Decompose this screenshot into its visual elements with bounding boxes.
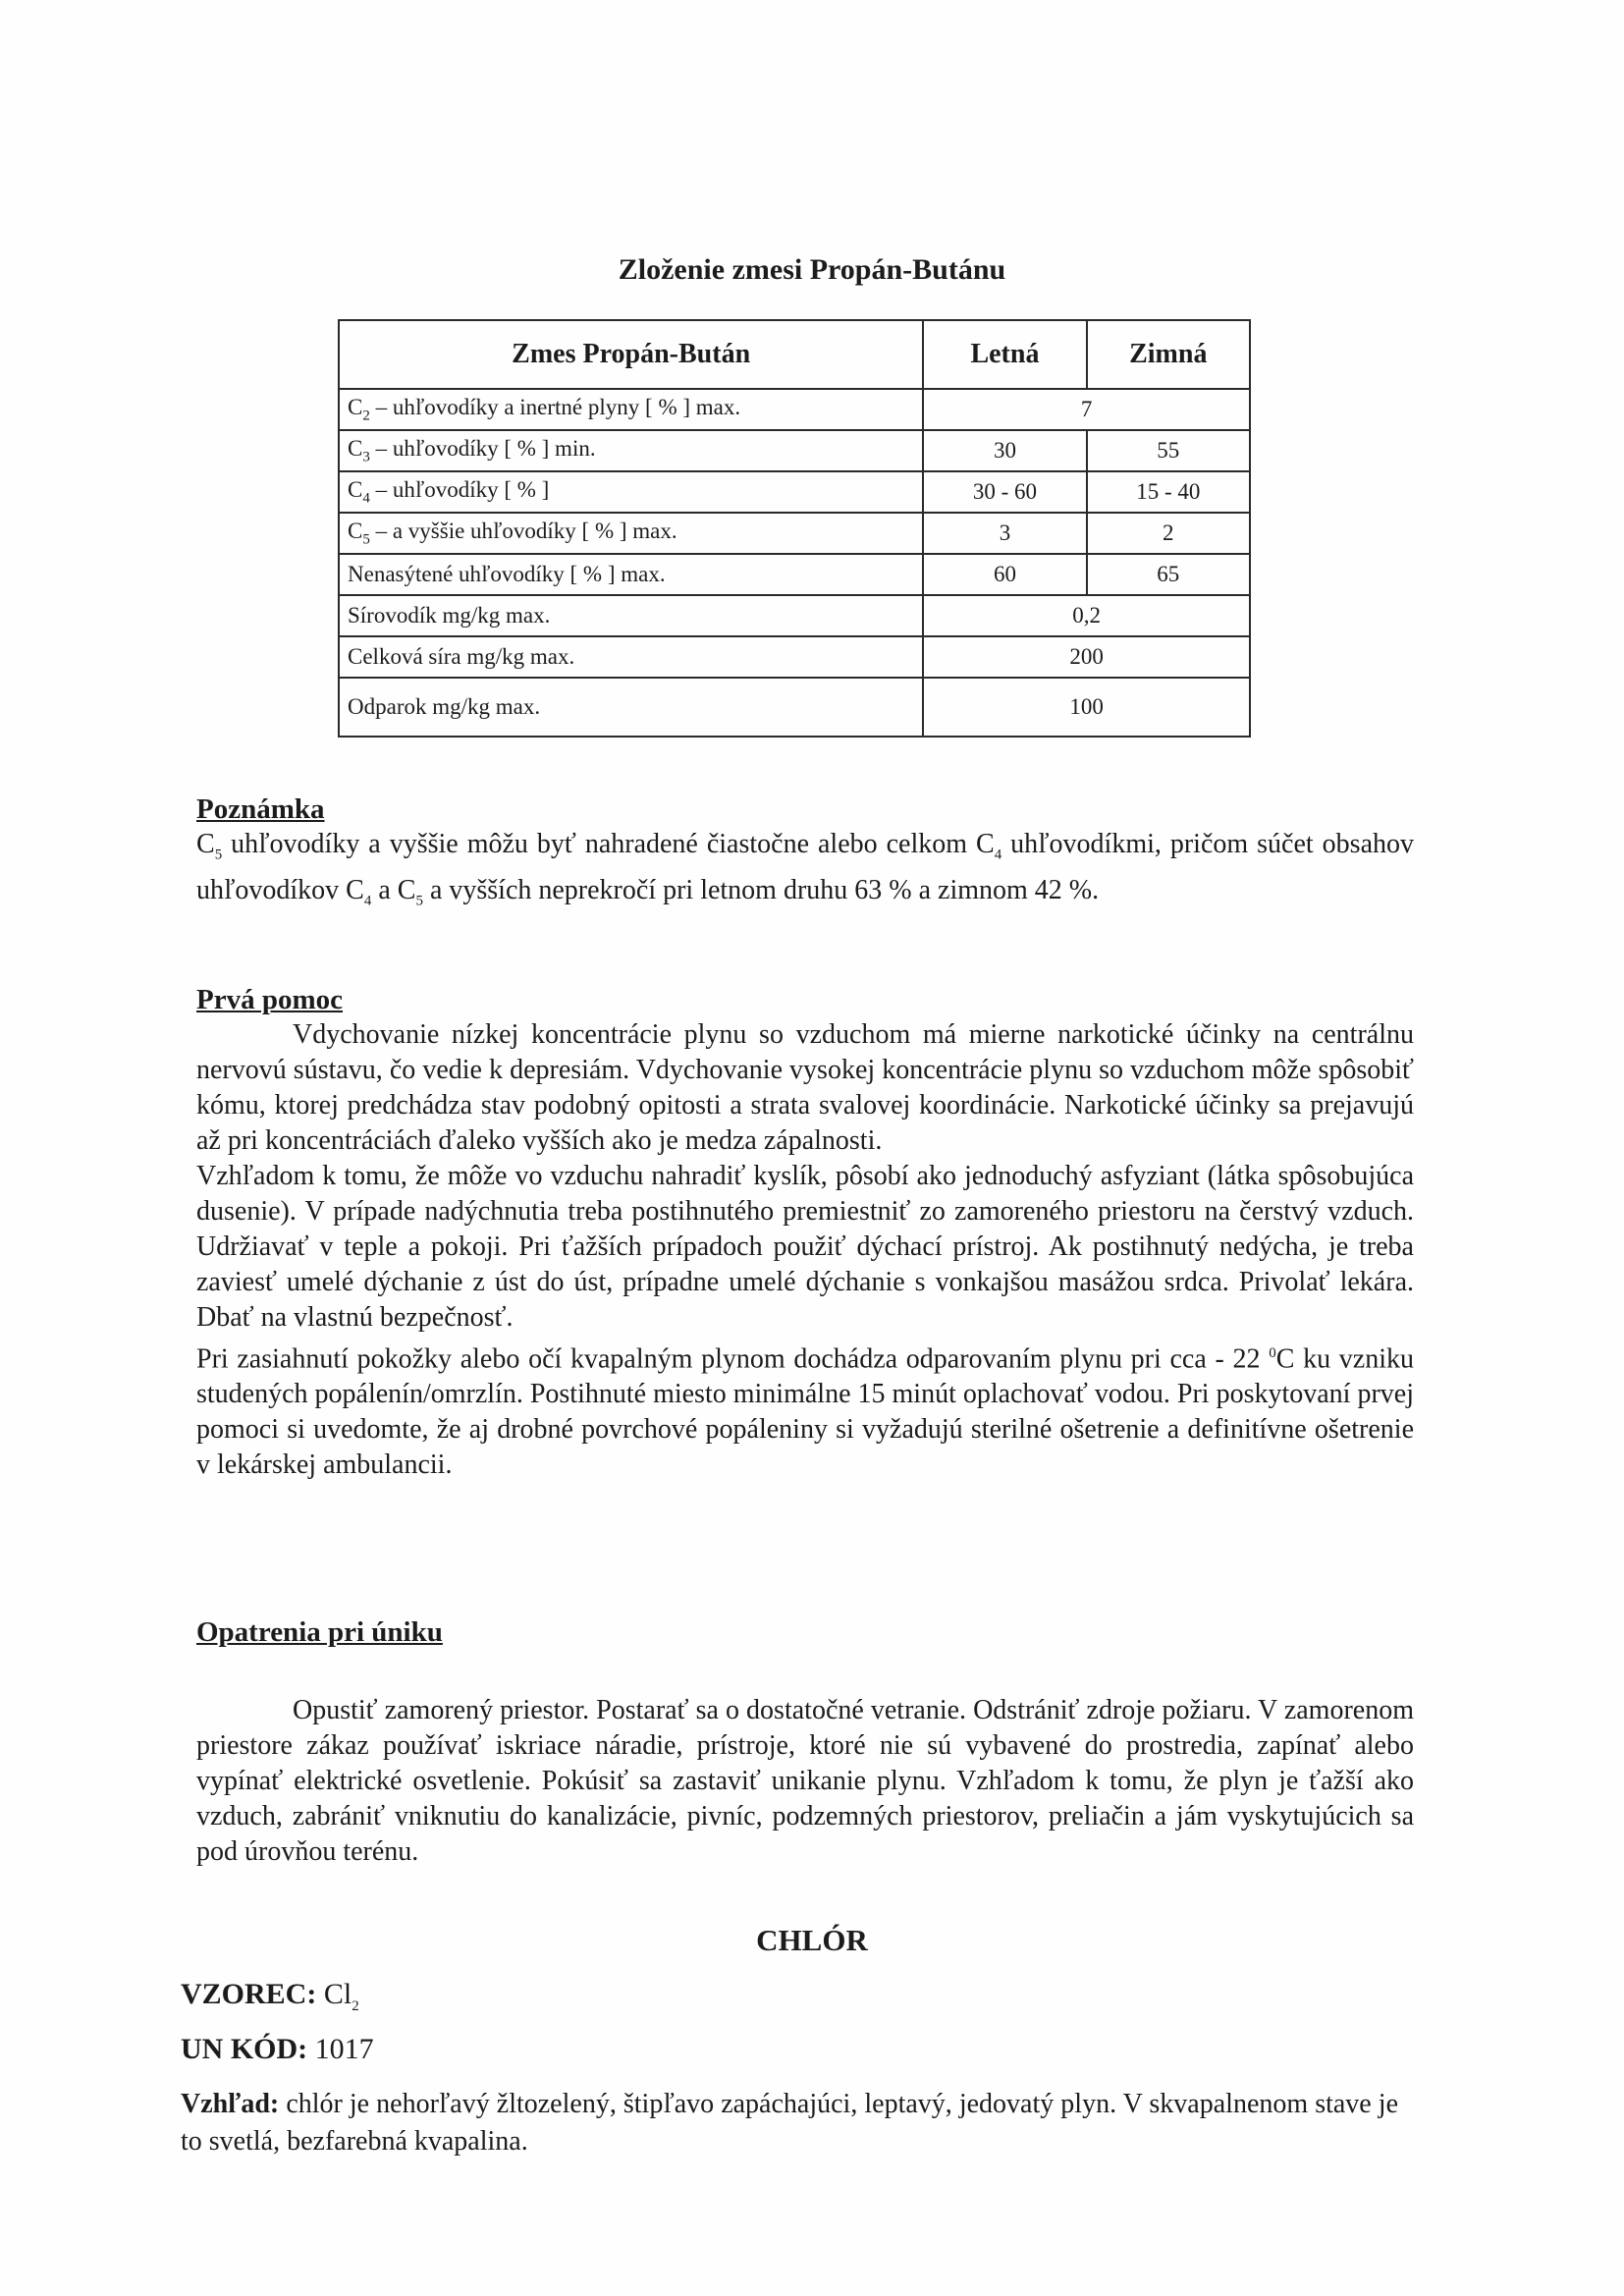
row-label: Celková síra mg/kg max. [339, 636, 923, 678]
table-row [339, 636, 1250, 678]
appearance-value: chlór je nehorľavý žltozelený, štipľavo zapáchajúci, leptavý, jedovatý plyn. V skvapalnenom stave je to svetlá, bezfarebná kvapalina. [181, 2089, 1398, 2157]
table-row [339, 513, 1250, 554]
formula-value: $Cl_2$ [323, 1978, 359, 2014]
un-code-line [181, 2033, 374, 2066]
note-text: $C_5$ uhľovodíky a vyššie môžu byť nahradené čiastočne alebo celkom $C_4$ uhľovodíkmi, pričom súčet obsahov uhľovodíkov $C_4$ a $C_5$ a vyšších neprekročí pri letnom druhu 63 % a zimnom 42 %. [196, 829, 1414, 909]
row-value-summer: 3 [923, 513, 1086, 554]
row-label: $C_3$ – uhľovodíky [ % ] min. [339, 430, 923, 471]
table-row [339, 389, 1250, 430]
first-aid-paragraph-1: Vdychovanie nízkej koncentrácie plynu so vzduchom má mierne narkotické účinky na centrálnu nervovú sústavu, čo vedie k depresiám. Vdychovanie vysokej koncentrácie plynu so vzduchom môže spôsobiť kómu, ktorej predchádza stav podobný opitosti a strata svalovej koordinácie. Narkotické účinky sa prejavujú až pri koncentráciách ďaleko vyšších ako je medza zápalnosti. [196, 1019, 1414, 1156]
row-value-both: 0,2 [923, 595, 1250, 636]
table-row [339, 430, 1250, 471]
table-row [339, 471, 1250, 513]
row-value-summer: 60 [923, 554, 1086, 595]
row-label: Odparok mg/kg max. [339, 678, 923, 737]
appearance-text [181, 2086, 1398, 2160]
first-aid-heading: Prvá pomoc [196, 984, 343, 1015]
table-body [339, 389, 1250, 737]
header-summer: Letná [923, 320, 1086, 389]
row-value-summer: 30 - 60 [923, 471, 1086, 513]
row-label: $C_4$ – uhľovodíky [ % ] [339, 471, 923, 513]
header-winter: Zimná [1087, 320, 1250, 389]
row-value-winter: 15 - 40 [1087, 471, 1250, 513]
chlorine-title: CHLÓR [756, 1923, 868, 1957]
table-row [339, 554, 1250, 595]
first-aid-paragraph-3: Pri zasiahnutí pokožky alebo očí kvapalným plynom dochádza odparovaním plynu pri cca - 22 $^0$C ku vzniku studených popálenín/omrzlín. Postihnuté miesto minimálne 15 minút oplachovať vodou. Pri poskytovaní prvej pomoci si uvedomte, že aj drobné povrchové popáleniny si vyžadujú sterilné ošetrenie a definitívne ošetrenie v lekárskej ambulancii. [196, 1343, 1415, 1481]
first-aid-section [196, 982, 1414, 1483]
table-row [339, 678, 1250, 737]
note-heading: Poznámka [196, 793, 325, 825]
row-value-winter: 2 [1087, 513, 1250, 554]
table-row [339, 595, 1250, 636]
row-value-both: 100 [923, 678, 1250, 737]
note-section [196, 792, 1414, 918]
leak-paragraph: Opustiť zamorený priestor. Postarať sa o dostatočné vetranie. Odstrániť zdroje požiaru. V zamorenom priestore zákaz používať iskriace náradie, prístroje, ktoré nie sú vybavené do prostredia, zapínať alebo vypínať elektrické osvetlenie. Pokúsiť sa zastaviť unikanie plynu. Vzhľadom k tomu, že plyn je ťažší ako vzduch, zabrániť vniknutiu do kanalizácie, pivníc, podzemných priestorov, preliačin a jám vyskytujúcich sa pod úrovňou terénu. [196, 1695, 1414, 1867]
header-mixture: Zmes Propán-Bután [339, 320, 923, 389]
first-aid-paragraph-2: Vzhľadom k tomu, že môže vo vzduchu nahradiť kyslík, pôsobí ako jednoduchý asfyziant (látka spôsobujúca dusenie). V prípade nadýchnutia treba postihnutého premiestniť zo zamoreného priestoru na čerstvý vzduch. Udržiavať v teple a pokoji. Pri ťažších prípadoch použiť dýchací prístroj. Ak postihnutý nedýcha, je treba zaviesť umelé dýchanie z úst do úst, prípadne umelé dýchanie s vonkajšou masážou srdca. Privolať lekára. Dbať na vlastnú bezpečnosť. [196, 1161, 1414, 1333]
row-label: $C_2$ – uhľovodíky a inertné plyny [ % ] max. [339, 389, 923, 430]
row-value-summer: 30 [923, 430, 1086, 471]
row-value-winter: 55 [1087, 430, 1250, 471]
un-code-label: UN KÓD: [181, 2033, 308, 2065]
table-header-row [339, 320, 1250, 389]
formula-line [181, 1978, 359, 2015]
un-code-value: 1017 [314, 2033, 374, 2065]
row-label: $C_5$ – a vyššie uhľovodíky [ % ] max. [339, 513, 923, 554]
leak-heading: Opatrenia pri úniku [196, 1616, 443, 1648]
composition-table [338, 319, 1251, 738]
document-title: Zloženie zmesi Propán-Butánu [618, 253, 1006, 286]
row-value-winter: 65 [1087, 554, 1250, 595]
formula-label: VZOREC: [181, 1978, 317, 2010]
leak-section [196, 1614, 1414, 1870]
row-label: Sírovodík mg/kg max. [339, 595, 923, 636]
row-label: Nenasýtené uhľovodíky [ % ] max. [339, 554, 923, 595]
appearance-label: Vzhľad: [181, 2089, 280, 2119]
row-value-both: 7 [923, 389, 1250, 430]
row-value-both: 200 [923, 636, 1250, 678]
